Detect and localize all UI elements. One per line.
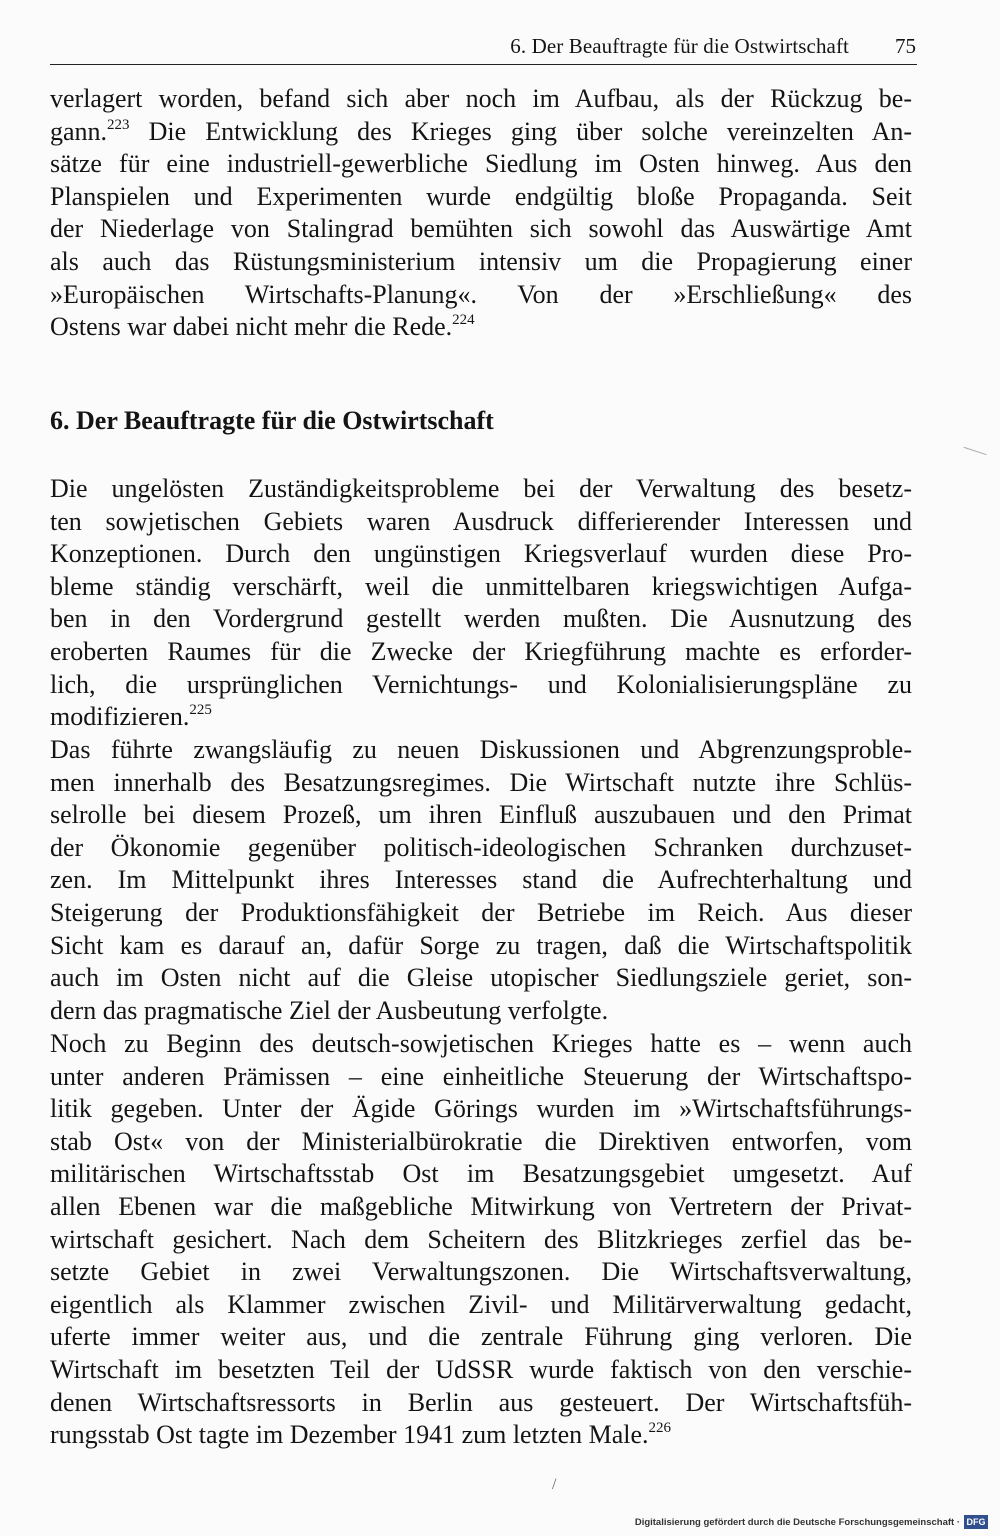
text-segment: lich, die ursprünglichen Vernichtungs- und Kolonialisierungspläne zu: [50, 669, 912, 699]
text-segment: Sicht kam es darauf an, dafür Sorge zu tragen, daß die Wirtschaftspolitik: [50, 930, 912, 960]
text-line: [50, 864, 912, 897]
text-line: [50, 1028, 912, 1061]
paragraph-2: [50, 473, 912, 734]
text-line: [50, 767, 912, 800]
text-segment: militärischen Wirtschaftsstab Ost im Besatzungsgebiet umgesetzt. Auf: [50, 1159, 912, 1189]
text-segment: men innerhalb des Besatzungsregimes. Die Wirtschaft nutzte ihre Schlüs-: [50, 767, 912, 797]
text-segment: litik gegeben. Unter der Ägide Görings wurden im »Wirtschaftsführungs-: [50, 1094, 912, 1124]
text-line: [50, 1289, 912, 1322]
text-line: [50, 1256, 912, 1289]
text-line: [50, 181, 912, 214]
text-line: [50, 930, 912, 963]
text-segment: ten sowjetischen Gebiets waren Ausdruck differierender Interessen und: [50, 506, 912, 536]
text-line: [50, 506, 912, 539]
text-line: [50, 799, 912, 832]
text-segment: zen. Im Mittelpunkt ihres Interesses stand die Aufrechterhaltung und: [50, 865, 912, 895]
text-line: [50, 538, 912, 571]
text-line: [50, 832, 912, 865]
text-line: [50, 83, 912, 116]
text-line: [50, 636, 912, 669]
footnote-ref[interactable]: 226: [648, 1420, 672, 1437]
text-segment: Das führte zwangsläufig zu neuen Diskussionen und Abgrenzungsproble-: [50, 735, 912, 764]
paragraph-4: [50, 1028, 912, 1452]
text-line: [50, 669, 912, 702]
running-title: 6. Der Beauftragte für die Ostwirtschaft: [510, 34, 849, 58]
text-line: [50, 148, 912, 181]
text-segment: auch im Osten nicht auf die Gleise utopischer Siedlungsziele geriet, son-: [50, 963, 912, 993]
text-segment: wirtschaft gesichert. Nach dem Scheitern des Blitzkrieges zerfiel das be-: [50, 1224, 912, 1254]
text-segment: Die ungelösten Zuständigkeitsprobleme bei der Verwaltung des besetz-: [50, 474, 912, 503]
text-line: [50, 1321, 912, 1354]
text-segment: setzte Gebiet in zwei Verwaltungszonen. Die Wirtschaftsverwaltung,: [50, 1257, 912, 1287]
text-line: [50, 279, 912, 312]
text-line: [50, 734, 912, 767]
text-segment: ben in den Vordergrund gestellt werden mußten. Die Ausnutzung des: [50, 604, 912, 634]
text-segment: Noch zu Beginn des deutsch-sowjetischen Krieges hatte es – wenn auch: [50, 1029, 912, 1058]
page-header: [50, 30, 917, 65]
text-line: [50, 1191, 912, 1224]
text-line: [50, 603, 912, 636]
footnote-ref[interactable]: 224: [452, 312, 475, 329]
text-segment: Ostens war dabei nicht mehr die Rede.: [50, 312, 453, 342]
text-segment: gann.: [50, 116, 108, 146]
dfg-logo-icon: DFG: [964, 1515, 988, 1529]
footer-credit: Digitalisierung gefördert durch die Deutsche Forschungsgemeinschaft ·: [634, 1517, 960, 1528]
text-segment: rungsstab Ost tagte im Dezember 1941 zum letzten Male.: [50, 1420, 649, 1450]
text-line: [50, 701, 912, 734]
text-line: [50, 1126, 912, 1159]
text-segment: Konzeptionen. Durch den ungünstigen Kriegsverlauf wurden diese Pro-: [50, 539, 912, 569]
text-line: [50, 473, 912, 506]
page-number: 75: [895, 34, 916, 58]
text-line: [50, 311, 912, 344]
text-line: [50, 213, 912, 246]
text-line: [50, 246, 912, 279]
section-heading: 6. Der Beauftragte für die Ostwirtschaft: [50, 406, 494, 435]
text-segment: denen Wirtschaftsressorts in Berlin aus gesteuert. Der Wirtschaftsfüh-: [50, 1387, 912, 1417]
text-segment: allen Ebenen war die maßgebliche Mitwirkung von Vertretern der Privat-: [50, 1191, 912, 1221]
text-line: [50, 1419, 912, 1452]
text-segment: als auch das Rüstungsministerium intensiv um die Propagierung einer: [50, 246, 912, 276]
text-segment: Die Entwicklung des Krieges ging über solche vereinzelten An-: [129, 116, 912, 146]
paragraph-1: [50, 83, 912, 344]
text-segment: der Ökonomie gegenüber politisch-ideologischen Schranken durchzuset-: [50, 832, 912, 862]
text-segment: verlagert worden, befand sich aber noch im Aufbau, als der Rückzug be-: [50, 84, 912, 113]
margin-mark: [957, 447, 986, 474]
text-line: [50, 571, 912, 604]
text-line: [50, 1224, 912, 1257]
text-segment: eigentlich als Klammer zwischen Zivil- und Militärverwaltung gedacht,: [50, 1289, 912, 1319]
text-segment: bleme ständig verschärft, weil die unmittelbaren kriegswichtigen Aufga-: [50, 571, 912, 601]
text-line: [50, 995, 912, 1028]
text-line: [50, 1387, 912, 1420]
text-segment: sätze für eine industriell-gewerbliche Siedlung im Osten hinweg. Aus den: [50, 149, 912, 179]
stray-mark: /: [552, 1476, 557, 1493]
text-line: [50, 897, 912, 930]
text-segment: »Europäischen Wirtschafts-Planung«. Von der »Erschließung« des: [50, 279, 912, 309]
text-line: [50, 1093, 912, 1126]
text-segment: selrolle bei diesem Prozeß, um ihren Einfluß auszubauen und den Primat: [50, 800, 912, 830]
text-segment: modifizieren.: [50, 702, 190, 732]
text-segment: Planspielen und Experimenten wurde endgültig bloße Propaganda. Seit: [50, 181, 912, 211]
text-segment: uferte immer weiter aus, und die zentrale Führung ging verloren. Die: [50, 1322, 912, 1352]
text-line: [50, 962, 912, 995]
text-segment: unter anderen Prämissen – eine einheitliche Steuerung der Wirtschaftspo-: [50, 1061, 912, 1091]
text-line: [50, 1061, 912, 1094]
text-segment: der Niederlage von Stalingrad bemühten sich sowohl das Auswärtige Amt: [50, 214, 912, 244]
text-line: [50, 1354, 912, 1387]
paragraph-3: [50, 734, 912, 1027]
footnote-ref[interactable]: 223: [107, 116, 130, 133]
text-segment: eroberten Raumes für die Zwecke der Kriegführung machte es erforder-: [50, 636, 912, 666]
text-segment: Steigerung der Produktionsfähigkeit der Betriebe im Reich. Aus dieser: [50, 897, 912, 927]
text-segment: dern das pragmatische Ziel der Ausbeutung verfolgte.: [50, 995, 609, 1025]
text-segment: stab Ost« von der Ministerialbürokratie die Direktiven entworfen, vom: [50, 1126, 912, 1156]
text-line: [50, 1158, 912, 1191]
text-line: [50, 116, 912, 149]
text-segment: Wirtschaft im besetzten Teil der UdSSR wurde faktisch von den verschie-: [50, 1354, 912, 1384]
footnote-ref[interactable]: 225: [189, 702, 212, 719]
